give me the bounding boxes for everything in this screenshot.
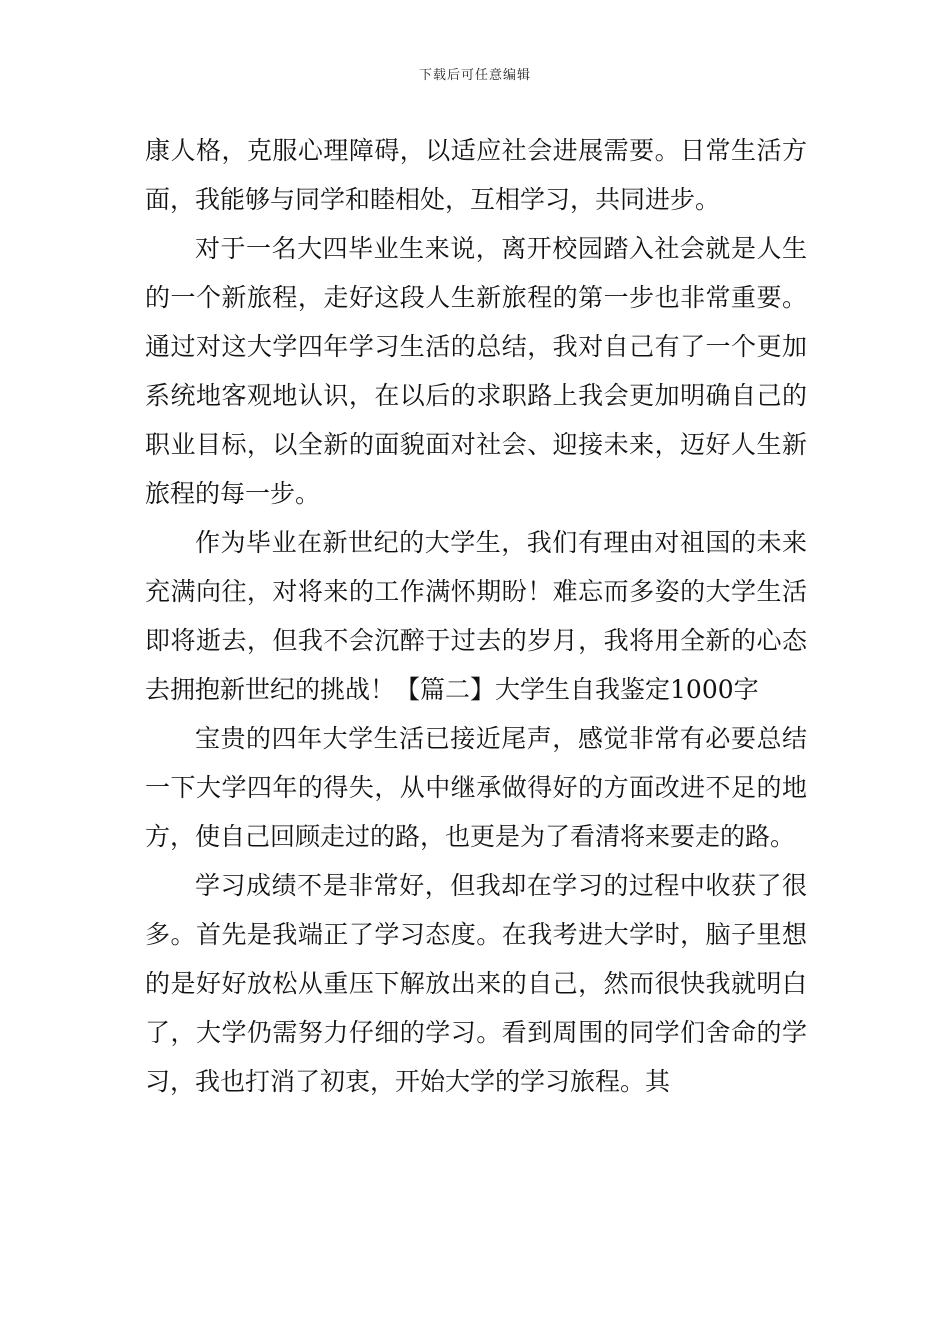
paragraph-4: 宝贵的四年大学生活已接近尾声，感觉非常有必要总结一下大学四年的得失，从中继承做得好的方面改进不足的地方，使自己回顾走过的路，也更是为了看清将来要走的路。 <box>145 724 807 851</box>
body-text <box>145 126 807 1106</box>
page-header: 下载后可任意编辑 <box>418 68 531 83</box>
paragraph-5: 学习成绩不是非常好，但我却在学习的过程中收获了很多。首先是我端正了学习态度。在我考进大学时，脑子里想的是好好放松从重压下解放出来的自己，然而很快我就明白了，大学仍需努力仔细的学习。看到周围的同学们舍命的学习，我也打消了初衷，开始大学的学习旅程。其 <box>145 871 807 1096</box>
paragraph-3: 作为毕业在新世纪的大学生，我们有理由对祖国的未来充满向往，对将来的工作满怀期盼！难忘而多姿的大学生活即将逝去，但我不会沉醉于过去的岁月，我将用全新的心态去拥抱新世纪的挑战！【篇二】大学生自我鉴定1000字 <box>145 528 807 704</box>
paragraph-1: 康人格，克服心理障碍，以适应社会进展需要。日常生活方面，我能够与同学和睦相处，互相学习，共同进步。 <box>145 136 807 214</box>
paragraph-2: 对于一名大四毕业生来说，离开校园踏入社会就是人生的一个新旅程，走好这段人生新旅程的第一步也非常重要。通过对这大学四年学习生活的总结，我对自己有了一个更加系统地客观地认识，在以后的求职路上我会更加明确自己的职业目标，以全新的面貌面对社会、迎接未来，迈好人生新旅程的每一步。 <box>145 234 807 508</box>
